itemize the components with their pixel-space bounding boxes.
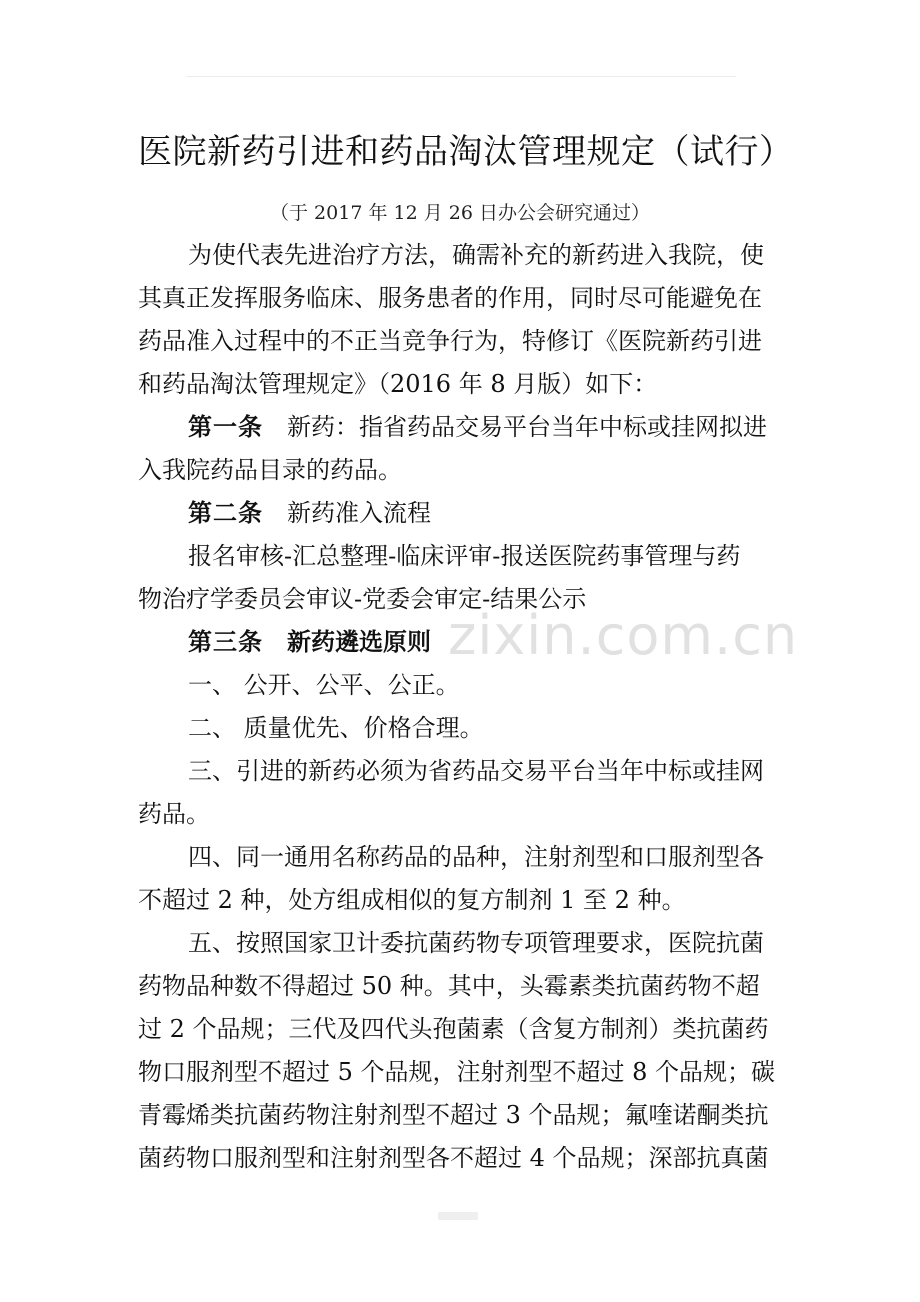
footer-mark — [438, 1212, 478, 1220]
article-1-continuation: 入我院药品目录的药品。 — [138, 456, 402, 484]
article-2-text: 新药准入流程 — [287, 499, 431, 527]
principle-item-continuation: 药品。 — [138, 800, 210, 828]
article-3-text: 新药遴选原则 — [287, 628, 431, 656]
document-subtitle: （于 2017 年 12 月 26 日办公会研究通过） — [270, 202, 650, 224]
principle-item-continuation: 青霉烯类抗菌药物注射剂型不超过 3 个品规；氟喹诺酮类抗 — [138, 1101, 769, 1129]
intro-line: 为使代表先进治疗方法，确需补充的新药进入我院，使 — [188, 241, 764, 269]
intro-line: 其真正发挥服务临床、服务患者的作用，同时尽可能避免在 — [138, 284, 762, 312]
article-2 — [138, 492, 788, 535]
watermark: zixin.com.cn — [448, 604, 799, 667]
flow-line: 物治疗学委员会审议-党委会审定-结果公示 — [138, 585, 587, 613]
intro-line: 药品准入过程中的不正当竞争行为，特修订《医院新药引进 — [138, 327, 762, 355]
document-body — [138, 234, 788, 1180]
document-title: 医院新药引进和药品淘汰管理规定（试行） — [138, 132, 794, 172]
principle-item: 四、同一通用名称药品的品种，注射剂型和口服剂型各 — [188, 843, 764, 871]
article-1-text: 新药：指省药品交易平台当年中标或挂网拟进 — [287, 413, 767, 441]
article-2-heading: 第二条 — [188, 499, 263, 527]
principle-item-continuation: 菌药物口服剂型和注射剂型各不超过 4 个品规；深部抗真菌 — [138, 1144, 769, 1172]
principle-item-continuation: 过 2 个品规；三代及四代头孢菌素（含复方制剂）类抗菌药 — [138, 1015, 769, 1043]
article-1 — [138, 406, 788, 449]
article-1-heading: 第一条 — [188, 413, 263, 441]
principle-item: 三、引进的新药必须为省药品交易平台当年中标或挂网 — [188, 757, 764, 785]
intro-line: 和药品淘汰管理规定》（2016 年 8 月版）如下： — [138, 370, 658, 398]
principle-item: 二、 质量优先、价格合理。 — [188, 714, 484, 742]
flow-line: 报名审核-汇总整理-临床评审-报送医院药事管理与药 — [188, 542, 741, 570]
principle-item-continuation: 不超过 2 种，处方组成相似的复方制剂 1 至 2 种。 — [138, 886, 686, 914]
header-rule — [186, 76, 736, 77]
principle-item-continuation: 药物品种数不得超过 50 种。其中，头霉素类抗菌药物不超 — [138, 972, 760, 1000]
principle-item-continuation: 物口服剂型不超过 5 个品规，注射剂型不超过 8 个品规；碳 — [138, 1058, 776, 1086]
principle-item: 一、 公开、公平、公正。 — [188, 671, 460, 699]
principle-item: 五、按照国家卫计委抗菌药物专项管理要求，医院抗菌 — [188, 929, 764, 957]
article-3-heading: 第三条 — [188, 628, 263, 656]
